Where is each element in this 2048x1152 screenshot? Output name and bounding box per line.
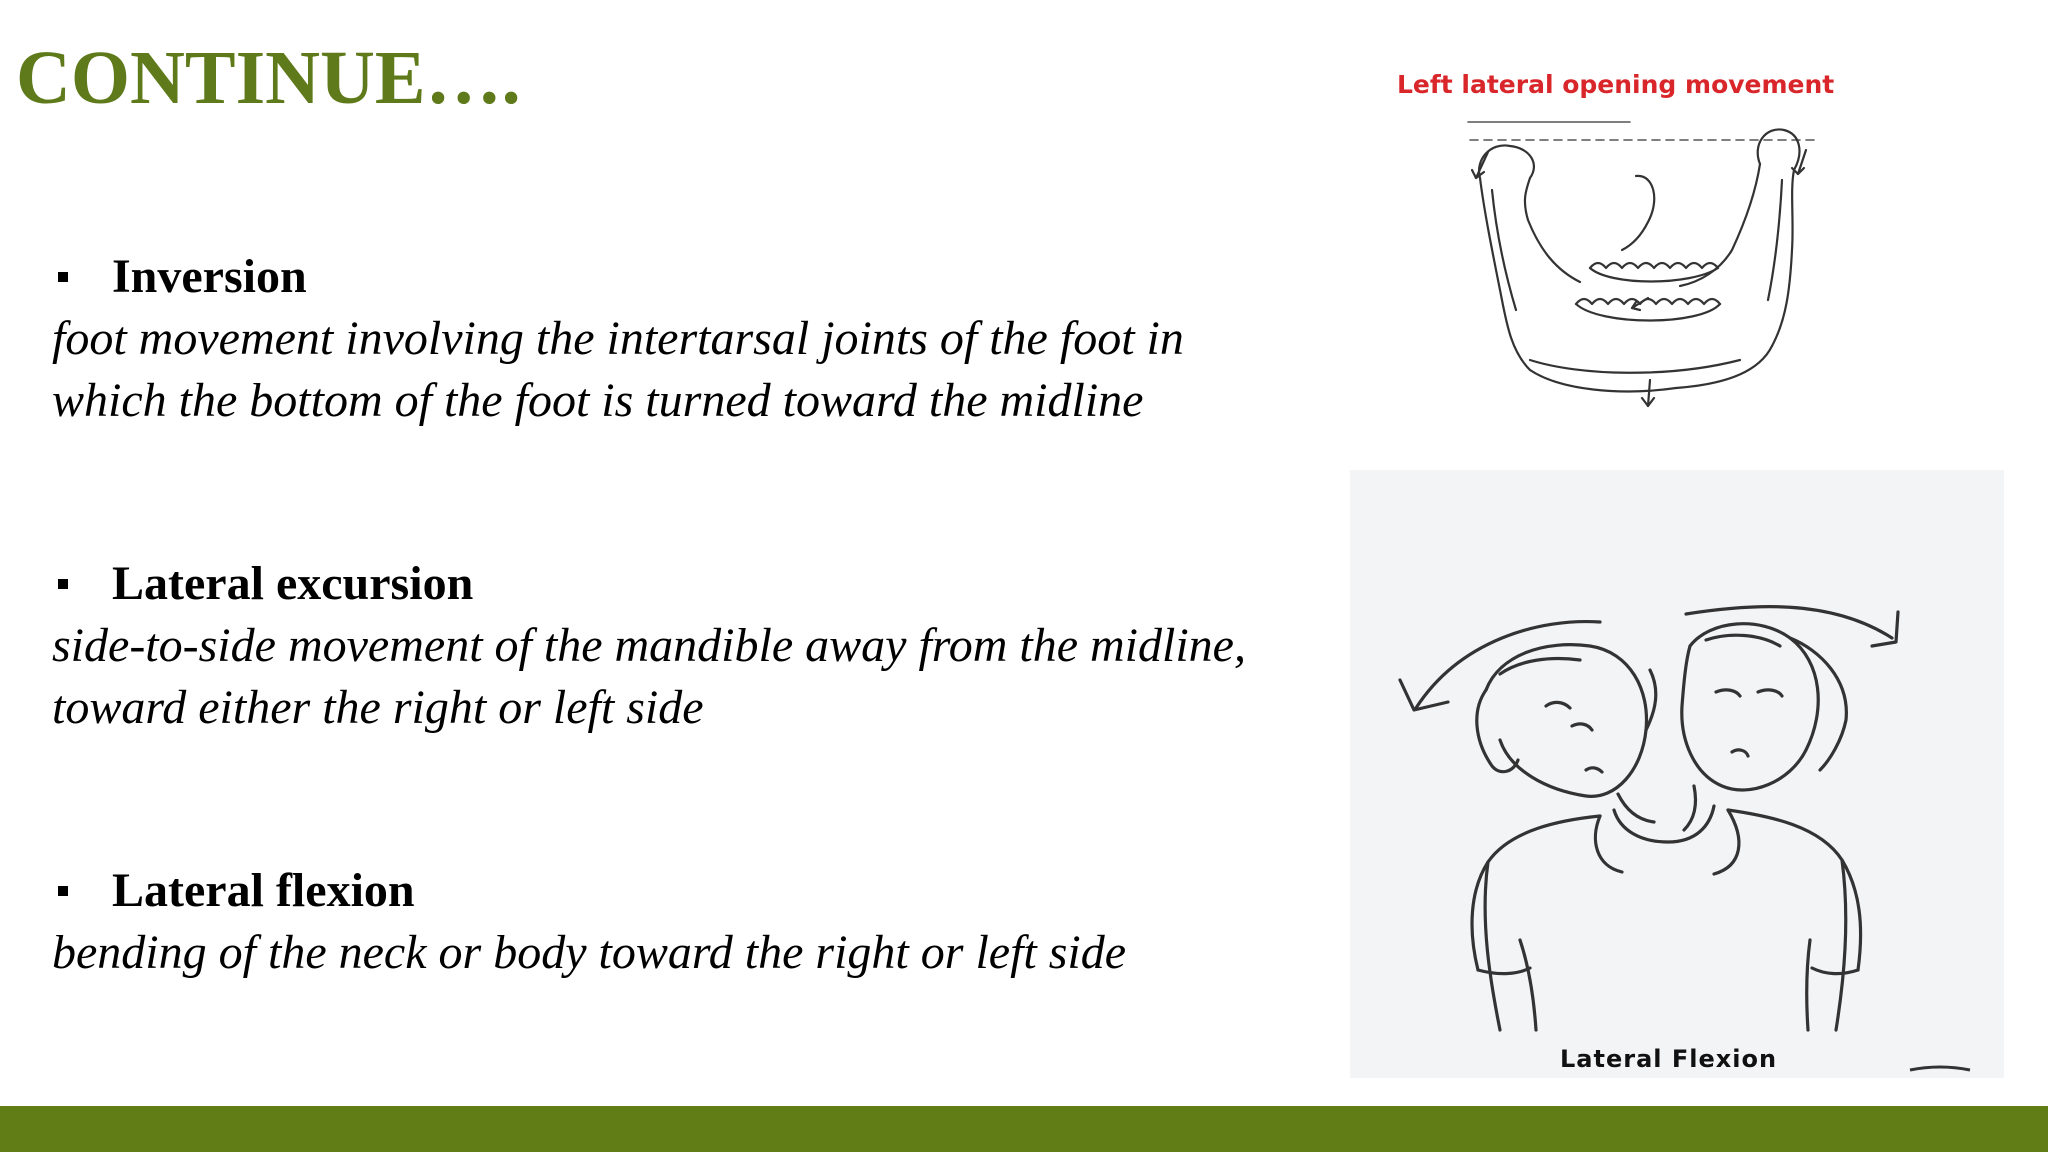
term-description-line: which the bottom of the foot is turned toward the midline [52,374,1144,427]
neck-figure-caption: Lateral Flexion [1560,1045,1778,1073]
mandible-illustration [1380,60,1840,430]
term-description-line: toward either the right or left side [52,681,704,734]
term-heading [52,246,1342,308]
term-description-line: bending of the neck or body toward the right or left side [52,926,1127,979]
term-title: Lateral flexion [112,864,415,917]
term-title: Lateral excursion [112,557,474,610]
term-inversion [52,246,1342,432]
term-heading [52,860,1342,922]
bullet-icon [58,579,68,589]
slide-title: CONTINUE…. [16,36,521,120]
term-heading [52,553,1342,615]
term-lateral-excursion [52,553,1342,739]
jaw-figure-caption: Left lateral opening movement [1397,70,1835,99]
bullet-icon [58,886,68,896]
term-description [52,615,1342,739]
term-description-line: side-to-side movement of the mandible away from the midline, [52,619,1246,672]
footer-bar [0,1106,2048,1152]
term-description [52,922,1342,984]
term-lateral-flexion [52,860,1342,984]
term-title: Inversion [112,250,307,303]
lateral-flexion-illustration [1350,470,2004,1078]
term-description-line: foot movement involving the intertarsal joints of the foot in [52,312,1184,365]
term-description [52,308,1342,432]
bullet-icon [58,272,68,282]
